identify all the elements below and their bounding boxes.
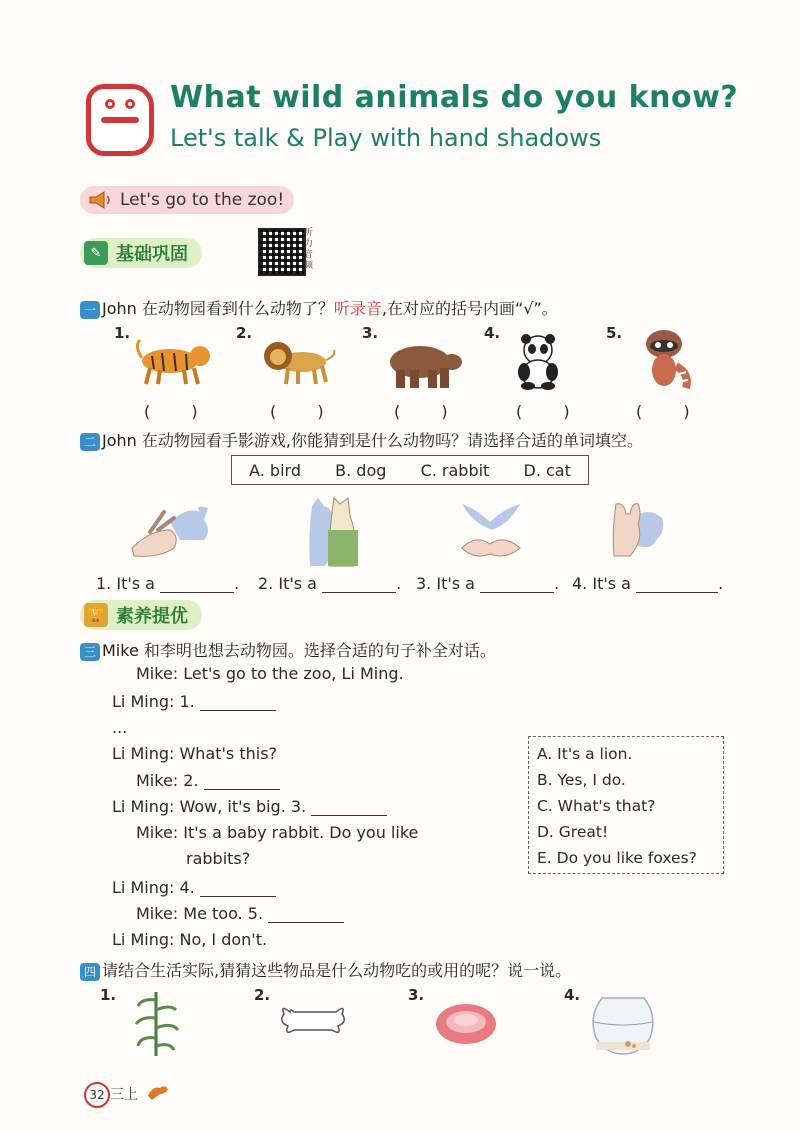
section-label: 基础巩固 [116, 244, 188, 265]
line-text: 4. [179, 878, 195, 897]
item-number: 1. [100, 986, 117, 1004]
badge-eye-icon [125, 99, 135, 109]
badge-eye-icon [105, 99, 115, 109]
answer-paren[interactable]: ( ) [394, 402, 466, 421]
question-1-prompt [80, 296, 558, 319]
item-number: 1. [114, 324, 131, 342]
word-option: D. cat [523, 460, 571, 480]
line-text: 2. [183, 771, 199, 790]
section-tag-advanced [80, 600, 202, 630]
dialogue-line [136, 664, 404, 683]
tiger-icon [132, 336, 212, 386]
dialogue-line [136, 904, 344, 923]
choice-box [528, 736, 724, 874]
dialogue-line [112, 878, 276, 897]
speaker-icon [88, 190, 114, 210]
line-text: rabbits? [186, 849, 251, 868]
question-number: 二 [80, 433, 100, 451]
dialogue-line [112, 797, 387, 816]
unit-letter-badge [86, 84, 154, 156]
speaker: Mike: [136, 771, 179, 790]
section-label: 素养提优 [116, 606, 188, 627]
answer-paren[interactable]: ( ) [144, 402, 216, 421]
bird-shadow-icon [458, 496, 524, 568]
speaker: Li Ming: [112, 797, 175, 816]
line-text: No, I don't. [179, 930, 268, 949]
question-3-prompt [80, 638, 496, 661]
fishbowl-icon [588, 992, 658, 1056]
answer-paren[interactable]: ( ) [636, 402, 708, 421]
rabbit-shadow-icon [130, 500, 214, 560]
fill-label: 3. It's a [416, 574, 475, 593]
word-option: C. rabbit [420, 460, 490, 480]
question-text: Mike 和李明也想去动物园。选择合适的句子补全对话。 [102, 641, 496, 660]
fill-label: 2. It's a [258, 574, 317, 593]
fill-blank[interactable] [204, 789, 280, 790]
qr-code-icon[interactable] [258, 228, 306, 276]
word-option: A. bird [249, 460, 301, 480]
item-number: 4. [484, 324, 501, 342]
dialogue-line [112, 930, 267, 949]
choice-item: C. What's that? [537, 797, 656, 815]
fill-in-line: 3. It's a . [416, 574, 560, 593]
song-pill-label: Let's go to the zoo! [120, 190, 285, 210]
cat-shadow-icon [306, 496, 366, 568]
speaker: Mike: [136, 904, 179, 923]
fill-blank[interactable] [160, 592, 234, 593]
answer-paren[interactable]: ( ) [516, 402, 588, 421]
line-text: What's this? [179, 744, 278, 763]
item-number: 3. [408, 986, 425, 1004]
fill-blank[interactable] [200, 710, 276, 711]
question-number: 一 [80, 301, 100, 319]
item-number: 5. [606, 324, 623, 342]
word-options-box [231, 455, 589, 485]
answer-paren[interactable]: ( ) [270, 402, 342, 421]
page-number-badge [84, 1082, 110, 1108]
page-number: 32 [89, 1088, 105, 1102]
speaker: Li Ming: [112, 692, 175, 711]
fill-label: 4. It's a [572, 574, 631, 593]
notebook-icon: ✎ [84, 241, 108, 265]
item-number: 2. [254, 986, 271, 1004]
page-title: What wild animals do you know? [170, 80, 739, 115]
speaker: Mike: [136, 664, 179, 683]
line-text: It's a baby rabbit. Do you like [183, 823, 419, 842]
item-number: 2. [236, 324, 253, 342]
dialogue-line [136, 823, 418, 842]
line-text: Wow, it's big. 3. [179, 797, 307, 816]
item-number: 3. [362, 324, 379, 342]
question-text: ,在对应的括号内画“√”。 [381, 299, 558, 318]
fill-blank[interactable] [200, 896, 276, 897]
fill-blank[interactable] [322, 592, 396, 593]
speaker: Li Ming: [112, 744, 175, 763]
speaker: Li Ming: [112, 930, 175, 949]
badge-bar [101, 117, 139, 123]
line-text: Let's go to the zoo, Li Ming. [183, 664, 404, 683]
line-text: Me too. 5. [183, 904, 264, 923]
speaker: Li Ming: [112, 878, 175, 897]
qr-label: 听力音频 [304, 228, 314, 271]
pet-bed-icon [434, 998, 498, 1046]
dialogue-ellipsis: ... [112, 718, 128, 737]
section-tag-basic [80, 238, 202, 268]
item-number: 4. [564, 986, 581, 1004]
fill-in-line: 4. It's a . [572, 574, 724, 593]
question-2-prompt [80, 428, 643, 451]
choice-item: B. Yes, I do. [537, 771, 626, 789]
fill-blank[interactable] [480, 592, 554, 593]
page-subtitle: Let's talk & Play with hand shadows [170, 124, 602, 152]
fill-in-line: 1. It's a . [96, 574, 240, 593]
fill-in-line: 2. It's a . [258, 574, 402, 593]
grade-label: 三上 [110, 1087, 138, 1103]
question-highlight: 听录音 [333, 299, 382, 318]
bear-icon [382, 338, 462, 390]
panda-icon [512, 332, 564, 390]
raccoon-icon [636, 326, 692, 392]
question-4-prompt [80, 958, 571, 981]
question-text: John 在动物园看手影游戏,你能猜到是什么动物吗？请选择合适的单词填空。 [102, 431, 643, 450]
fill-blank[interactable] [636, 592, 718, 593]
dialogue-line [112, 692, 276, 711]
bamboo-icon [134, 988, 180, 1058]
bird-mascot-icon [146, 1082, 170, 1102]
fill-blank[interactable] [311, 815, 387, 816]
speaker: Mike: [136, 823, 179, 842]
lion-icon [258, 336, 338, 386]
bone-icon [278, 1002, 348, 1038]
fill-blank[interactable] [268, 922, 344, 923]
question-number: 三 [80, 643, 100, 661]
question-number: 四 [80, 963, 100, 981]
dialogue-line [136, 771, 280, 790]
question-text: John 在动物园看到什么动物了？ [102, 299, 334, 318]
choice-item: A. It's a lion. [537, 745, 633, 763]
dialogue-line [112, 744, 277, 763]
trophy-icon: 🏆 [84, 603, 108, 627]
song-pill[interactable] [80, 186, 294, 214]
line-text: 1. [179, 692, 195, 711]
fill-label: 1. It's a [96, 574, 155, 593]
question-text: 请结合生活实际,猜猜这些物品是什么动物吃的或用的呢？说一说。 [102, 961, 572, 980]
choice-item: E. Do you like foxes? [537, 849, 697, 867]
word-option: B. dog [335, 460, 387, 480]
dog-shadow-icon [608, 500, 668, 564]
choice-item: D. Great! [537, 823, 609, 841]
